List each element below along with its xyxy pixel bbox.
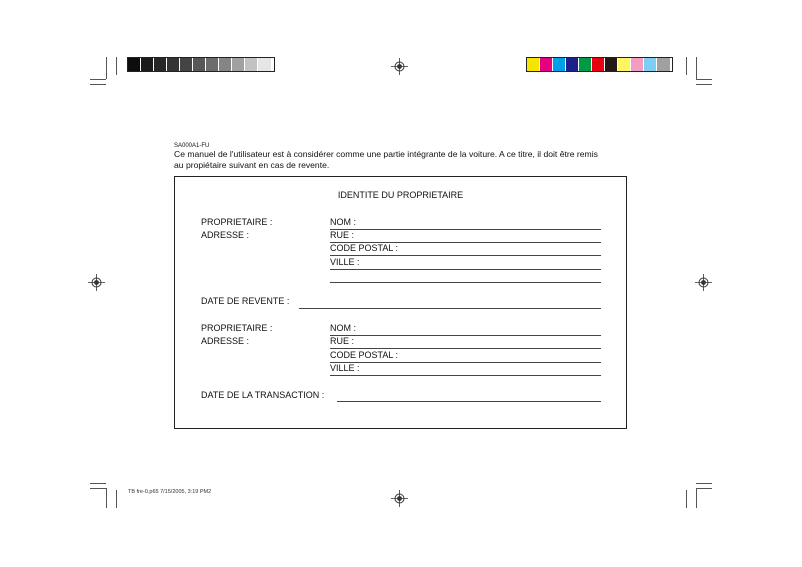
crop-mark [106, 488, 107, 508]
code-postal-label: CODE POSTAL : [330, 243, 399, 253]
extra-address-field[interactable] [330, 282, 601, 283]
gray-swatch [141, 58, 154, 71]
crop-mark [696, 84, 712, 85]
color-swatch [566, 58, 579, 71]
color-swatch [553, 58, 566, 71]
gray-swatch [193, 58, 206, 71]
gray-swatch-row [128, 58, 271, 71]
code-postal-field[interactable] [330, 255, 601, 256]
address-label: ADRESSE : [201, 230, 250, 240]
gray-swatch [245, 58, 258, 71]
ville-label: VILLE : [330, 363, 360, 373]
gray-swatch [258, 58, 271, 71]
crop-mark [686, 57, 687, 75]
gray-swatch [180, 58, 193, 71]
ville-field[interactable] [330, 269, 601, 270]
color-swatch [579, 58, 592, 71]
intro-text-line-1: Ce manuel de l'utilisateur est à considérer comme une partie intégrante de la voiture. A ce titre, il doit être remis [174, 149, 598, 159]
gray-swatch [232, 58, 245, 71]
print-footer: TB fre-0.p65 7/15/2005, 3:19 PM2 [128, 489, 212, 495]
crop-mark [90, 483, 106, 484]
crop-mark [90, 84, 106, 85]
gray-swatch [206, 58, 219, 71]
owner-label: PROPRIETAIRE : [201, 323, 273, 333]
box-title: IDENTITE DU PROPRIETAIRE [337, 190, 464, 200]
resale-date-field[interactable] [299, 308, 601, 309]
crop-mark [696, 57, 697, 79]
crop-mark [696, 483, 712, 484]
gray-swatch [219, 58, 232, 71]
address-label: ADRESSE : [201, 336, 250, 346]
owner-identity-box [174, 176, 627, 429]
crop-mark [696, 79, 712, 80]
registration-mark-icon [391, 490, 408, 507]
nom-label: NOM : [330, 323, 356, 333]
crop-mark [696, 488, 697, 508]
color-swatch [657, 58, 670, 71]
color-swatch [618, 58, 631, 71]
crop-mark [686, 490, 687, 508]
rue-label: RUE : [330, 230, 355, 240]
registration-mark-icon [695, 274, 712, 291]
section-code: SA000A1-FU [174, 143, 210, 149]
color-swatch [605, 58, 618, 71]
color-swatch-row [527, 58, 670, 71]
nom-field[interactable] [330, 335, 601, 336]
code-postal-label: CODE POSTAL : [330, 350, 399, 360]
transaction-date-label: DATE DE LA TRANSACTION : [201, 390, 325, 400]
color-swatch [631, 58, 644, 71]
owner-label: PROPRIETAIRE : [201, 217, 273, 227]
gray-swatch [128, 58, 141, 71]
nom-field[interactable] [330, 229, 601, 230]
intro-text-line-2: au propiétaire suivant en cas de revente. [174, 160, 330, 170]
color-swatch [644, 58, 657, 71]
ville-label: VILLE : [330, 257, 360, 267]
color-swatch [592, 58, 605, 71]
color-swatch [540, 58, 553, 71]
crop-mark [106, 57, 107, 79]
ville-field[interactable] [330, 375, 601, 376]
crop-mark [90, 79, 106, 80]
crop-mark [696, 488, 712, 489]
gray-swatch [167, 58, 180, 71]
rue-label: RUE : [330, 336, 355, 346]
gray-swatch [154, 58, 167, 71]
resale-date-label: DATE DE REVENTE : [201, 296, 290, 306]
registration-mark-icon [391, 58, 408, 75]
crop-mark [116, 57, 117, 75]
crop-mark [90, 488, 106, 489]
code-postal-field[interactable] [330, 362, 601, 363]
rue-field[interactable] [330, 348, 601, 349]
transaction-date-field[interactable] [337, 401, 601, 402]
registration-mark-icon [88, 274, 105, 291]
crop-mark [116, 490, 117, 508]
color-swatch [527, 58, 540, 71]
nom-label: NOM : [330, 217, 356, 227]
